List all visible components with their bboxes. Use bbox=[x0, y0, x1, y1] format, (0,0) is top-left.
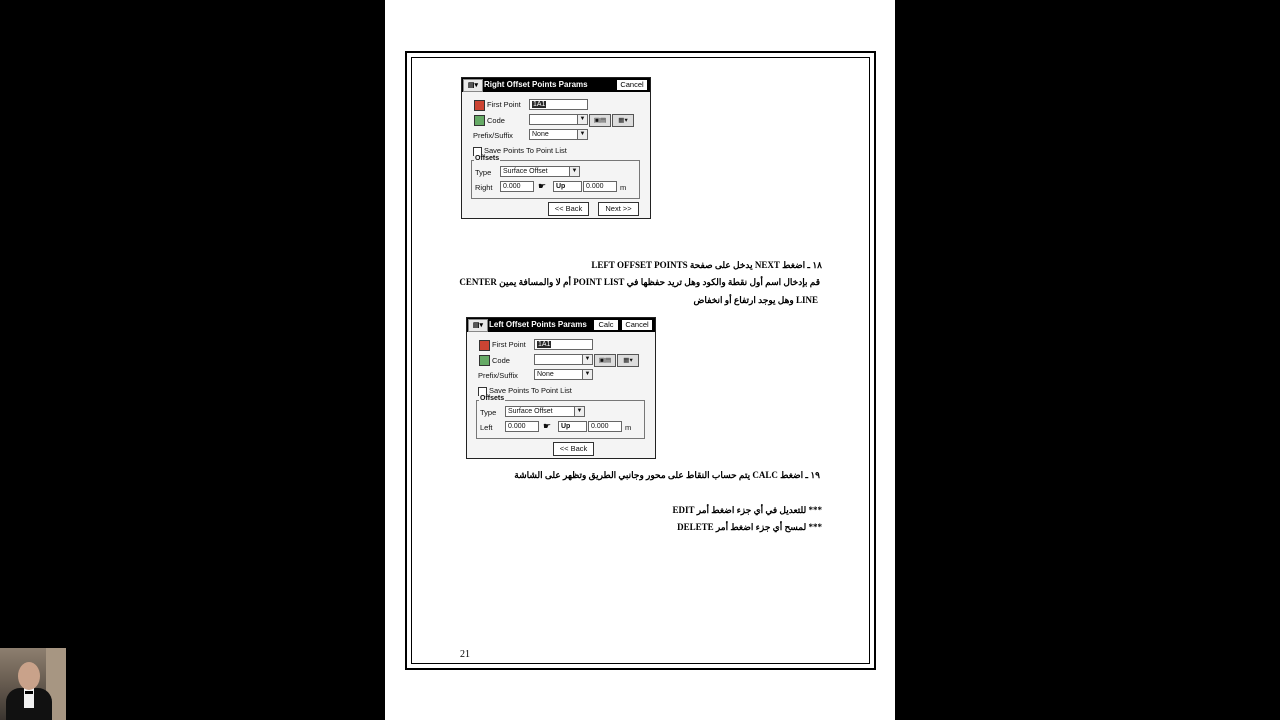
type-label: Type bbox=[475, 168, 492, 177]
chevron-down-icon: ▼ bbox=[577, 115, 587, 124]
type-value: Surface Offset bbox=[503, 168, 548, 175]
hand-pointer-icon[interactable]: ☛ bbox=[538, 181, 547, 191]
first-point-label: First Point bbox=[492, 340, 526, 349]
code-tag-icon bbox=[479, 355, 490, 366]
type-label: Type bbox=[480, 408, 497, 417]
step18-line2: قم بإدخال اسم أول نقطة والكود وهل تريد حفظها في POINT LIST أم لا والمسافة يمين CENTER bbox=[459, 277, 820, 287]
back-button[interactable]: << Back bbox=[548, 202, 589, 216]
prefix-label: Prefix/Suffix bbox=[478, 371, 518, 380]
up-offset-field[interactable]: 0.000 bbox=[588, 421, 622, 432]
type-value: Surface Offset bbox=[508, 408, 553, 415]
offsets-label: Offsets bbox=[475, 155, 500, 162]
right-offset-dialog bbox=[461, 77, 651, 219]
step18-line3: LINE وهل يوجد ارتفاع أو انخفاض bbox=[693, 295, 818, 305]
first-point-value: 1A1 bbox=[538, 341, 551, 348]
chevron-down-icon: ▼ bbox=[574, 407, 584, 416]
back-button[interactable]: << Back bbox=[553, 442, 594, 456]
calc-button[interactable]: Calc bbox=[593, 319, 619, 331]
up-button[interactable]: Up bbox=[553, 181, 582, 192]
code-tag-icon bbox=[474, 115, 485, 126]
note-delete: *** لمسح أي جزء اضغط أمر DELETE bbox=[677, 522, 822, 532]
prefix-value: None bbox=[537, 371, 554, 378]
dialog-title: Right Offset Points Params bbox=[484, 80, 588, 89]
document-page bbox=[385, 0, 895, 720]
chevron-down-icon: ▼ bbox=[582, 355, 592, 364]
grid-menu-icon[interactable]: ▦▾ bbox=[612, 114, 634, 127]
save-points-label: Save Points To Point List bbox=[489, 386, 572, 395]
offsets-label: Offsets bbox=[480, 395, 505, 402]
bow-tie bbox=[25, 691, 33, 694]
type-combo[interactable] bbox=[500, 166, 580, 177]
menu-dropdown-icon[interactable]: ▤▾ bbox=[463, 79, 483, 92]
prefix-combo[interactable] bbox=[529, 129, 588, 140]
dialog-title: Left Offset Points Params bbox=[489, 320, 587, 329]
right-offset-field[interactable]: 0.000 bbox=[500, 181, 534, 192]
left-offset-field[interactable]: 0.000 bbox=[505, 421, 539, 432]
type-combo[interactable] bbox=[505, 406, 585, 417]
chevron-down-icon: ▼ bbox=[577, 130, 587, 139]
first-point-field[interactable] bbox=[534, 339, 593, 350]
up-button[interactable]: Up bbox=[558, 421, 587, 432]
presenter-head bbox=[18, 662, 40, 690]
left-label: Left bbox=[480, 423, 493, 432]
up-offset-field[interactable]: 0.000 bbox=[583, 181, 617, 192]
grid-menu-icon[interactable]: ▦▾ bbox=[617, 354, 639, 367]
prefix-label: Prefix/Suffix bbox=[473, 131, 513, 140]
code-list-icon[interactable]: ▣▤ bbox=[589, 114, 611, 127]
cancel-button[interactable]: Cancel bbox=[621, 319, 653, 331]
step19-line: ١٩ ـ اضغط CALC يتم حساب النقاط على محور وجانبي الطريق وتظهر على الشاشة bbox=[514, 470, 820, 480]
prefix-value: None bbox=[532, 131, 549, 138]
first-point-field[interactable] bbox=[529, 99, 588, 110]
chevron-down-icon: ▼ bbox=[582, 370, 592, 379]
right-label: Right bbox=[475, 183, 493, 192]
dialog-titlebar bbox=[462, 78, 650, 92]
dialog-titlebar bbox=[467, 318, 655, 332]
hand-pointer-icon[interactable]: ☛ bbox=[543, 421, 552, 431]
unit-label: m bbox=[625, 423, 632, 432]
first-point-value: 1A1 bbox=[533, 101, 546, 108]
code-combo[interactable] bbox=[534, 354, 593, 365]
code-label: Code bbox=[487, 116, 505, 125]
note-edit: *** للتعديل في أي جزء اضغط أمر EDIT bbox=[672, 505, 822, 515]
presenter-webcam-thumbnail bbox=[0, 648, 66, 720]
prefix-combo[interactable] bbox=[534, 369, 593, 380]
point-marker-icon bbox=[479, 340, 490, 351]
code-list-icon[interactable]: ▣▤ bbox=[594, 354, 616, 367]
step18-line1: ١٨ ـ اضغط NEXT يدخل على صفحة LEFT OFFSET POINTS bbox=[591, 260, 822, 270]
menu-dropdown-icon[interactable]: ▤▾ bbox=[468, 319, 488, 332]
first-point-label: First Point bbox=[487, 100, 521, 109]
page-number: 21 bbox=[460, 649, 470, 660]
point-marker-icon bbox=[474, 100, 485, 111]
unit-label: m bbox=[620, 183, 627, 192]
next-button[interactable]: Next >> bbox=[598, 202, 639, 216]
code-combo[interactable] bbox=[529, 114, 588, 125]
left-offset-dialog bbox=[466, 317, 656, 459]
chevron-down-icon: ▼ bbox=[569, 167, 579, 176]
code-label: Code bbox=[492, 356, 510, 365]
cancel-button[interactable]: Cancel bbox=[616, 79, 648, 91]
save-points-label: Save Points To Point List bbox=[484, 146, 567, 155]
